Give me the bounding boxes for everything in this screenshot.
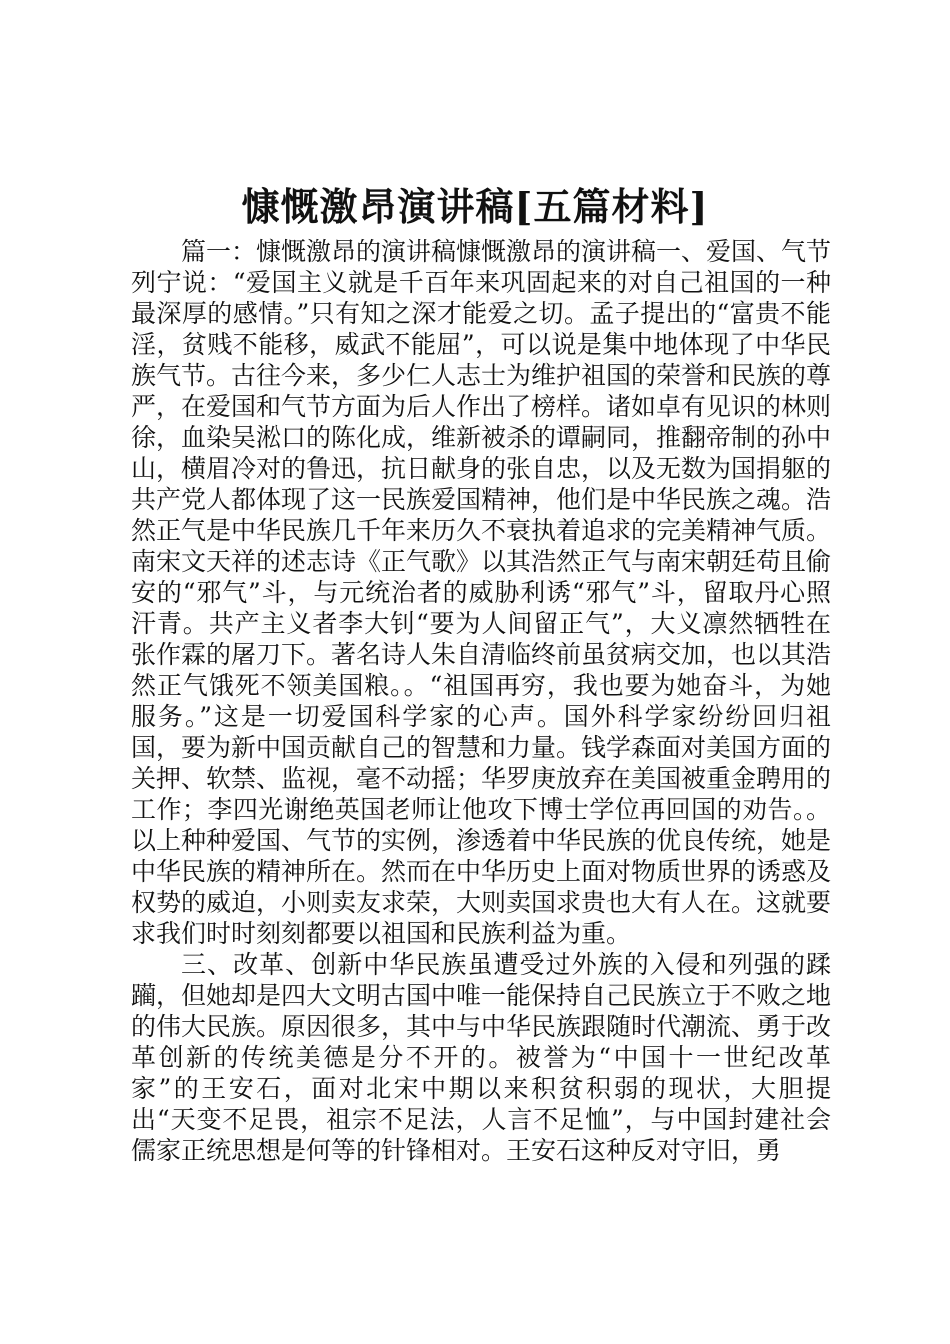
- document-title: 慷慨激昂演讲稿[五篇材料]: [241, 184, 709, 229]
- paragraph-2: 三、改革、创新中华民族虽遭受过外族的入侵和列强的蹂躏，但她却是四大文明古国中唯一能保持自己民族立于不败之地的伟大民族。原因很多，其中与中华民族跟随时代潮流、勇于改革创新的传统美德是分不开的。被誉为“中国十一世纪改革家”的王安石，面对北宋中期以来积贫积弱的现状，大胆提出“天变不足畏，祖宗不足法，人言不足恤”，与中国封建社会儒家正统思想是何等的针锋相对。王安石这种反对守旧，勇: [131, 950, 832, 1165]
- paragraph-1: 篇一：慷慨激昂的演讲稿慷慨激昂的演讲稿一、爱国、气节列宁说：“爱国主义就是千百年来巩固起来的对自己祖国的一种最深厚的感情。”只有知之深才能爱之切。孟子提出的“富贵不能淫，贫贱不能移，威武不能屈”，可以说是集中地体现了中华民族气节。古往今来，多少仁人志士为维护祖国的荣誉和民族的尊严，在爱国和气节方面为后人作出了榜样。诸如卓有见识的林则徐，血染吴淞口的陈化成，维新被杀的谭嗣同，推翻帝制的孙中山，横眉冷对的鲁迅，抗日献身的张自忠，以及无数为国捐躯的共产党人都体现了这一民族爱国精神，他们是中华民族之魂。浩然正气是中华民族几千年来历久不衰执着追求的完美精神气质。南宋文天祥的述志诗《正气歌》以其浩然正气与南宋朝廷苟且偷安的“邪气”斗，与元统治者的威胁利诱“邪气”斗，留取丹心照汗青。共产主义者李大钊“要为人间留正气”，大义凛然牺牲在张作霖的屠刀下。著名诗人朱自清临终前虽贫病交加，也以其浩然正气饿死不领美国粮。。“祖国再穷，我也要为她奋斗，为她服务。”这是一切爱国科学家的心声。国外科学家纷纷回归祖国，要为新中国贡献自己的智慧和力量。钱学森面对美国方面的关押、软禁、监视，毫不动摇；华罗庚放弃在美国被重金聘用的工作；李四光谢绝英国老师让他攻下博士学位再回国的劝告。。以上种种爱国、气节的实例，渗透着中华民族的优良传统，她是中华民族的精神所在。然而在中华历史上面对物质世界的诱惑及权势的威迫，小则卖友求荣，大则卖国求贵也大有人在。这就要求我们时时刻刻都要以祖国和民族利益为重。: [131, 237, 832, 948]
- document-body: [131, 236, 831, 1166]
